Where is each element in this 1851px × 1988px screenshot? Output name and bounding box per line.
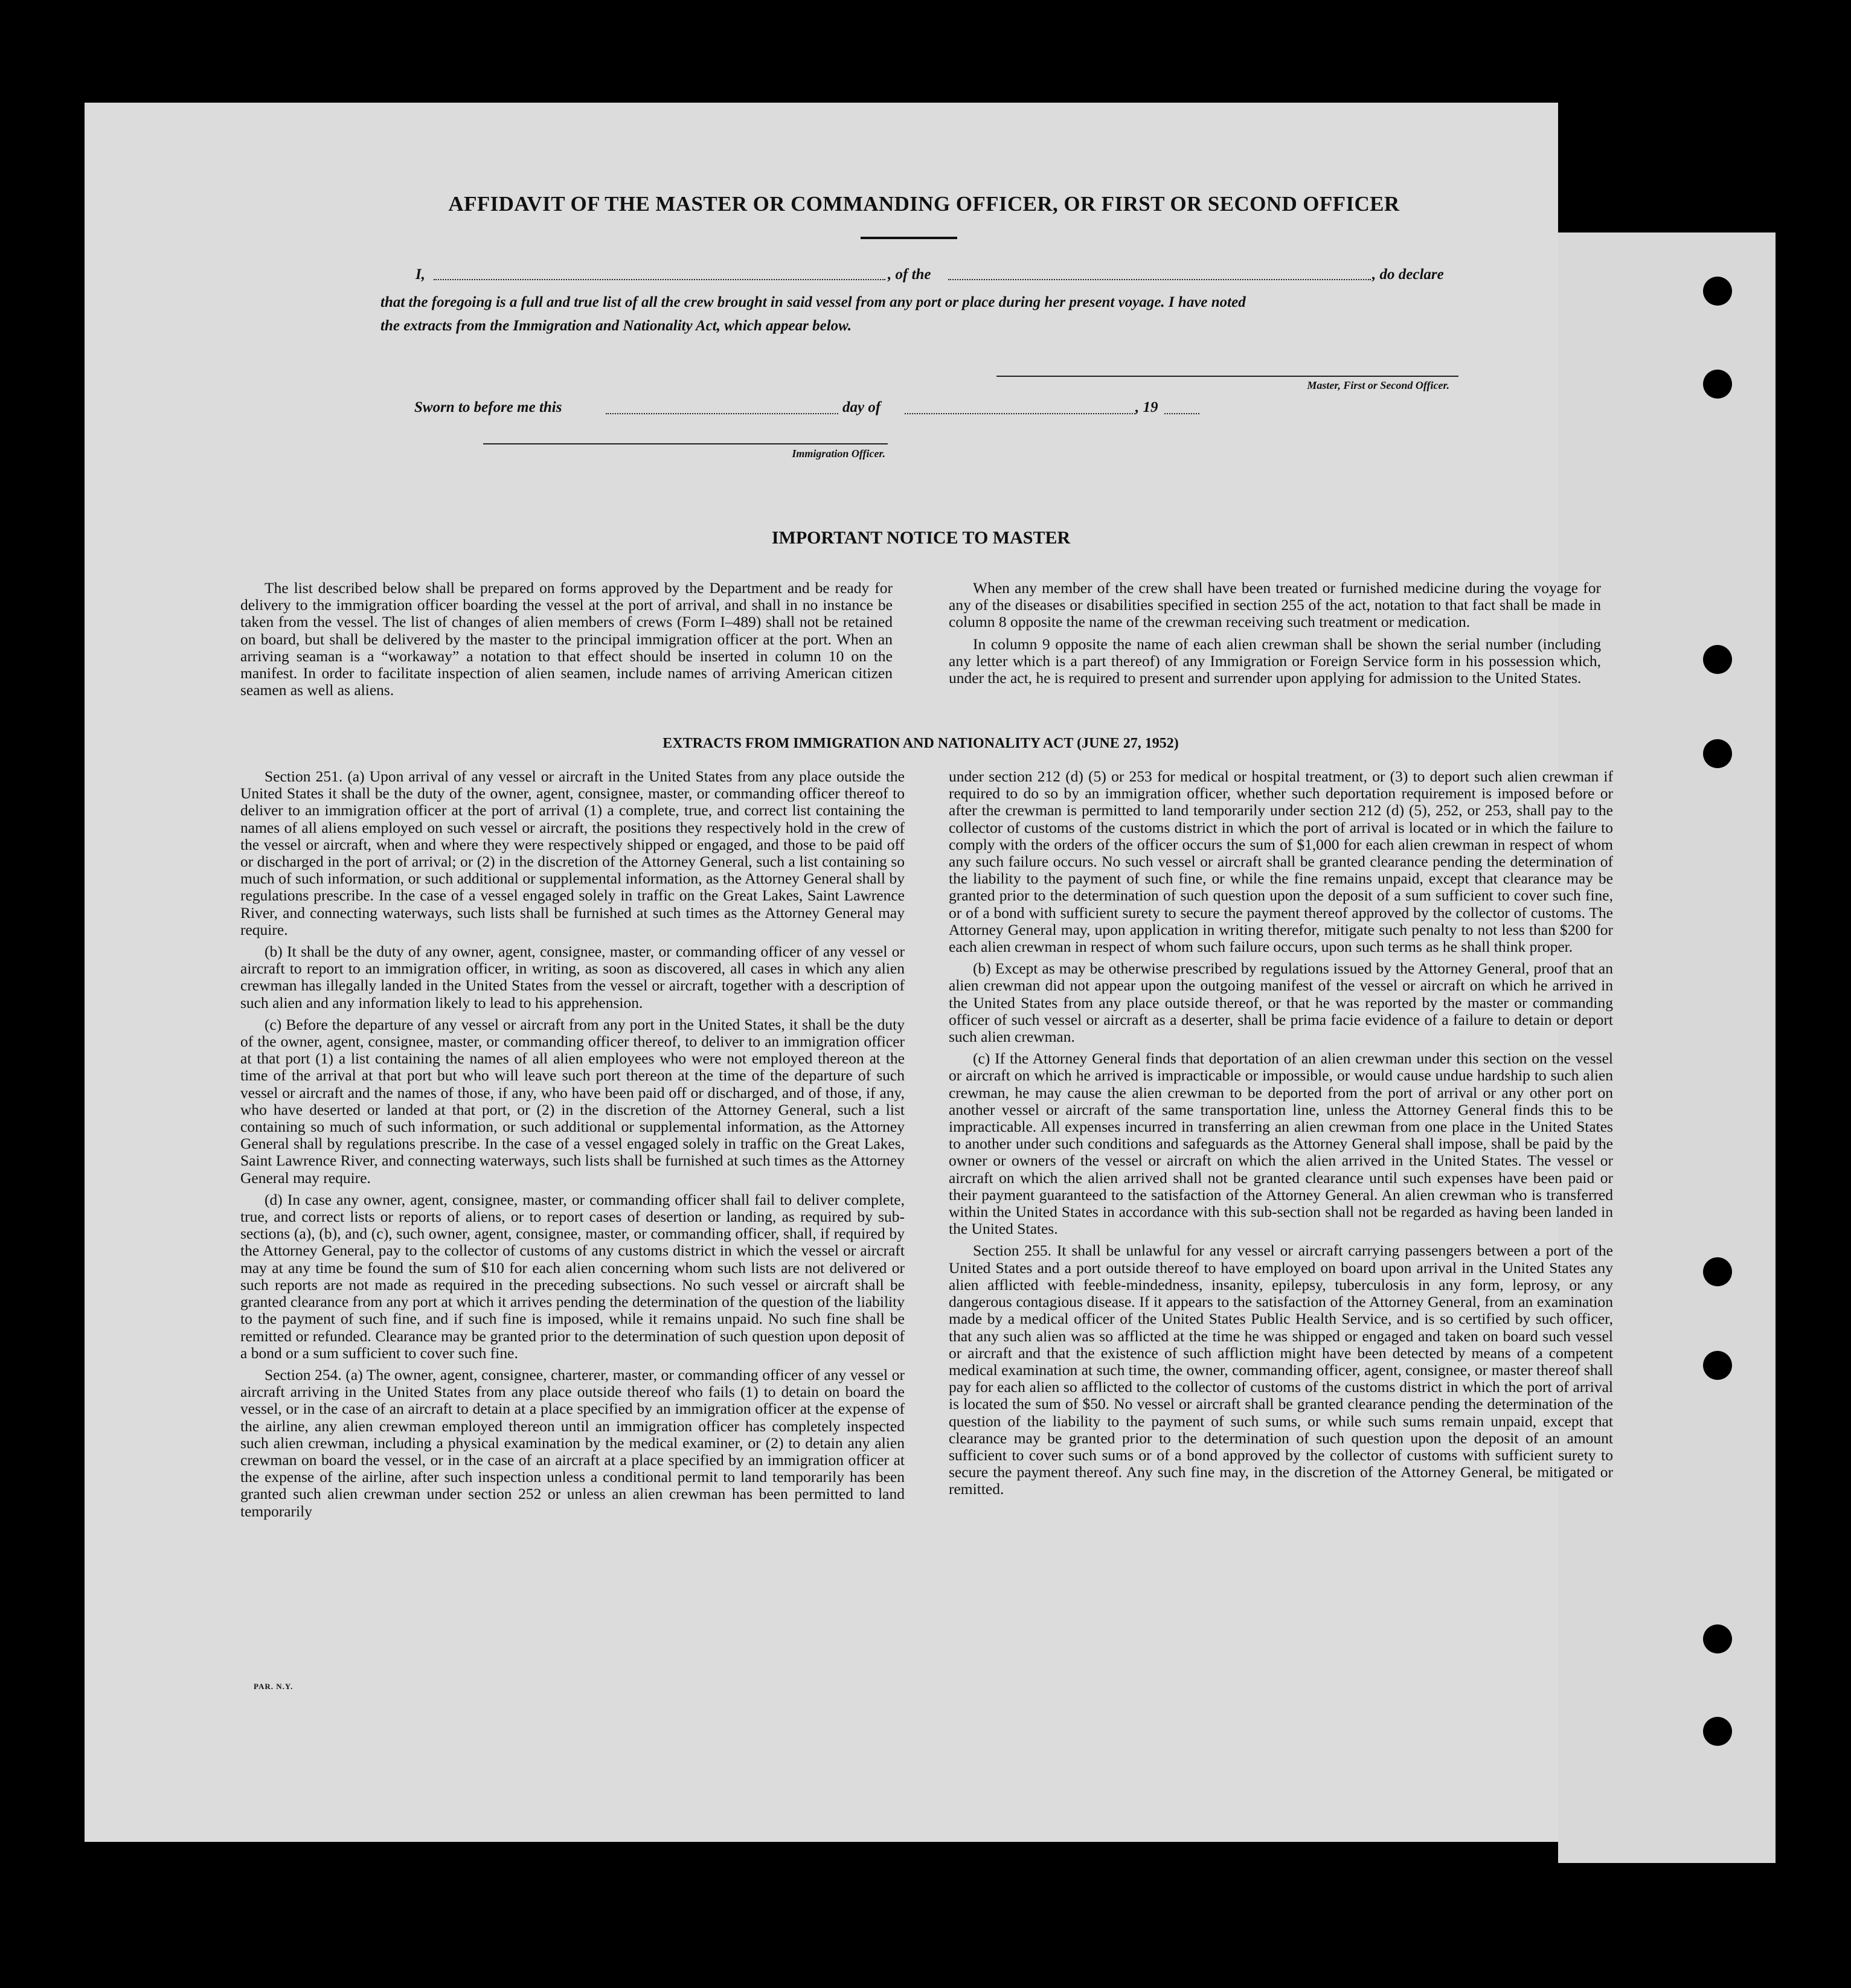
- day-of-label: day of: [842, 399, 881, 415]
- affidavit-title: AFFIDAVIT OF THE MASTER OR COMMANDING OFFICER, OR FIRST OR SECOND OFFICER: [448, 192, 1400, 216]
- notice-left-column: [240, 580, 893, 704]
- notice-paragraph: In column 9 opposite the name of each alien crewman shall be shown the serial number (including any letter which is a part thereof) of any Immigration or Foreign Service form in his possession which, under the act, he is required to present and surrender upon applying for admission to the United States.: [949, 635, 1601, 687]
- binder-hole: [1703, 1624, 1732, 1653]
- master-signature-line[interactable]: [996, 376, 1458, 377]
- notice-right-column: [949, 580, 1601, 691]
- i-label: I,: [415, 266, 425, 283]
- master-caption: Master, First or Second Officer.: [1307, 379, 1449, 391]
- binder-hole: [1703, 370, 1732, 399]
- name-field[interactable]: [434, 279, 885, 280]
- extracts-right-column: [949, 768, 1613, 1503]
- act-section-paragraph: (c) Before the departure of any vessel or aircraft from any port in the United States, it shall be the duty of the owner, agent, consignee, master, or commanding officer thereof, to deliver to an immigration officer at that port (1) a list containing the names of all alien employees who were not employed thereon at the time of the arrival at that port but who will leave such port thereon at the time of the departure of such vessel or aircraft and the names of those, if any, who have been paid off or discharged, and of those, if any, who have deserted or landed at that port, or (2) in the discretion of the Attorney General, such a list containing so much of such information, or such additional or supplemental information, as the Attorney General shall by regulations prescribe. In the case of a vessel engaged solely in traffic on the Great Lakes, Saint Lawrence River, and connecting waterways, such lists shall be furnished at such times as the Attorney General may require.: [240, 1015, 905, 1187]
- immigration-caption: Immigration Officer.: [792, 447, 885, 460]
- binder-hole: [1703, 1351, 1732, 1380]
- act-section-paragraph: Section 255. It shall be unlawful for any vessel or aircraft carrying passengers between a port of the United States and a port outside thereof to have employed on board upon arrival in the United States any alien afflicted with feeble-mindedness, insanity, epilepsy, tuberculosis in any form, leprosy, or any dangerous contagious disease. If it appears to the satisfaction of the Attorney General, from an examination made by a medical officer of the United States Public Health Service, and is so certified by such officer, that any such alien was so afflicted at the time he was shipped or engaged and taken on board such vessel or aircraft and that the existence of such affliction might have been detected by means of a competent medical examination at such time, the owner, commanding officer, agent, consignee, or master thereof shall pay for each alien so afflicted to the collector of customs of the customs district in which the port of arrival is located the sum of $50. No vessel or aircraft shall be granted clearance pending the determination of the question of the liability to the payment of such sums, or while such sums remain unpaid, except that clearance may be granted prior to the determination of such question upon the deposit of an amount sufficient to cover such sums or of a bond approved by the collector of customs with sufficient surety to secure the payment thereof. Any such fine may, in the discretion of the Attorney General, be mitigated or remitted.: [949, 1242, 1613, 1498]
- binder-hole: [1703, 645, 1732, 674]
- sworn-label: Sworn to before me this: [414, 399, 562, 415]
- act-section-paragraph: (c) If the Attorney General finds that deportation of an alien crewman under this section on the vessel or aircraft on which he arrived is impracticable or impossible, or would cause undue hardship to such alien crewman, he may cause the alien crewman to be deported from the port of arrival or any other port on another vessel or aircraft of the same transportation line, unless the Attorney General finds this to be impracticable. All expenses incurred in transferring an alien crewman from one place in the United States to another under such conditions and safeguards as the Attorney General shall impose, shall be paid by the owner or owners of the vessel or aircraft on which the alien arrived in the United States. The vessel or aircraft on which the alien arrived shall not be granted clearance until such expenses have been paid or their payment guaranteed to the satisfaction of the Attorney General. An alien crewman who is transferred within the United States in accordance with this sub-section shall not be regarded as having been landed in the United States.: [949, 1050, 1613, 1238]
- title-rule: [861, 237, 957, 239]
- binder-hole: [1703, 1717, 1732, 1746]
- extracts-heading: EXTRACTS FROM IMMIGRATION AND NATIONALITY ACT (JUNE 27, 1952): [662, 736, 1179, 751]
- extracts-left-column: [240, 768, 905, 1525]
- binder-hole: [1703, 1257, 1732, 1286]
- act-section-paragraph: under section 212 (d) (5) or 253 for medical or hospital treatment, or (3) to deport such alien crewman if required to do so by an immigration officer, whether such deportation requirement is imposed before or after the crewman is permitted to land temporarily under section 212 (d) (5), 252, or 253, shall pay to the collector of customs of the customs district in which the port of arrival is located or in which the failure to comply with the orders of the officer occurs the sum of $1,000 for each alien crewman in respect of whom any such failure occurs. No such vessel or aircraft shall be granted clearance pending the determination of the liability to the payment of such fine, or while the fine remains unpaid, except that clearance may be granted prior to the determination of such question upon the deposit of a sum sufficient to cover such fine, or of a bond with sufficient surety to secure the payment thereof approved by the collector of customs. The Attorney General may, upon application in writing therefor, mitigate such penalty to not less than $200 for each alien crewman in respect of whom such failure occurs, upon such terms as he shall think proper.: [949, 768, 1613, 956]
- immigration-signature-line[interactable]: [483, 443, 888, 444]
- act-section-paragraph: (b) It shall be the duty of any owner, agent, consignee, master, or commanding officer of any vessel or aircraft to report to an immigration officer, in writing, as soon as discovered, all cases in which any alien crewman has illegally landed in the United States from the vessel or aircraft, together with a description of such alien and any information likely to lead to his apprehension.: [240, 943, 905, 1012]
- binder-hole: [1703, 277, 1732, 306]
- printer-mark: PAR. N.Y.: [254, 1682, 294, 1691]
- of-the-label: , of the: [888, 266, 931, 283]
- do-declare-label: , do declare: [1372, 266, 1444, 283]
- declaration-line2: the extracts from the Immigration and Nationality Act, which appear below.: [380, 318, 852, 334]
- notice-heading: IMPORTANT NOTICE TO MASTER: [771, 528, 1071, 548]
- sworn-day-field[interactable]: [606, 413, 838, 414]
- binder-hole: [1703, 739, 1732, 768]
- year-label: , 19: [1135, 399, 1158, 415]
- notice-paragraph: The list described below shall be prepared on forms approved by the Department and be ready for delivery to the immigration officer boarding the vessel at the port of arrival, and shall in no instance be taken from the vessel. The list of changes of alien members of crews (Form I–489) shall not be retained on board, but shall be delivered by the master to the principal immigration officer at the port. When an arriving seaman is a “workaway” a notation to that effect should be inserted in column 10 on the manifest. In order to facilitate inspection of alien seamen, include names of arriving American citizen seamen as well as aliens.: [240, 579, 893, 699]
- sworn-year-field[interactable]: [1164, 413, 1199, 414]
- act-section-paragraph: (b) Except as may be otherwise prescribed by regulations issued by the Attorney General, proof that an alien crewman did not appear upon the outgoing manifest of the vessel or aircraft on which he arrived in the United States from any place outside thereof, or that he was reported by the master or commanding officer of such vessel or aircraft as a deserter, shall be prima facie evidence of a failure to detain or deport such alien crewman.: [949, 960, 1613, 1046]
- vessel-field[interactable]: [948, 279, 1371, 280]
- notice-paragraph: When any member of the crew shall have been treated or furnished medicine during the voyage for any of the diseases or disabilities specified in section 255 of the act, notation to that fact shall be made in column 8 opposite the name of the crewman receiving such treatment or medication.: [949, 579, 1601, 631]
- sworn-month-field[interactable]: [905, 413, 1135, 414]
- act-section-paragraph: Section 254. (a) The owner, agent, consignee, charterer, master, or commanding officer of any vessel or aircraft arriving in the United States from any place outside thereof who fails (1) to detain on board the vessel, or in the case of an aircraft to detain at a place specified by an immigration officer at the expense of the airline, any alien crewman employed thereon until an immigration officer has completely inspected such alien crewman, including a physical examination by the medical examiner, or (2) to detain any alien crewman on board the vessel, or in the case of an aircraft at a place specified by an immigration officer at the expense of the airline, after such inspection unless a conditional permit to land temporarily has been granted such alien crewman under section 252 or unless an alien crewman has been permitted to land temporarily: [240, 1365, 905, 1520]
- declaration-line1: that the foregoing is a full and true list of all the crew brought in said vessel from any port or place during her present voyage. I have noted: [380, 294, 1246, 310]
- act-section-paragraph: (d) In case any owner, agent, consignee, master, or commanding officer shall fail to deliver complete, true, and correct lists or reports of aliens, or to report cases of desertion or landing, as required by sub-sections (a), (b), and (c), such owner, agent, consignee, master, or commanding officer, shall, if required by the Attorney General, pay to the collector of customs of any customs district in which the vessel or aircraft may at any time be found the sum of $10 for each alien concerning whom such lists are not delivered or such reports are not made as required in the preceding subsections. No such vessel or aircraft shall be granted clearance from any port at which it arrives pending the determination of the question of the liability to the payment of such fine, and if such fine is imposed, while it remains unpaid. No such fine shall be remitted or refunded. Clearance may be granted prior to the determination of such question upon deposit of a bond or a sum sufficient to cover such fine.: [240, 1190, 905, 1362]
- act-section-paragraph: Section 251. (a) Upon arrival of any vessel or aircraft in the United States from any place outside the United States it shall be the duty of the owner, agent, consignee, master, or commanding officer thereof to deliver to an immigration officer at the port of arrival (1) a complete, true, and correct list containing the names of all aliens employed on such vessel or aircraft, the positions they respectively hold in the crew of the vessel or aircraft, when and where they were respectively shipped or engaged, and those to be paid off or discharged in the port of arrival; or (2) in the discretion of the Attorney General, such a list containing so much of such information, or such additional or supplemental information, as the Attorney General shall by regulations prescribe. In the case of a vessel engaged solely in traffic on the Great Lakes, Saint Lawrence River, and connecting waterways, such lists shall be furnished at such times as the Attorney General may require.: [240, 768, 905, 938]
